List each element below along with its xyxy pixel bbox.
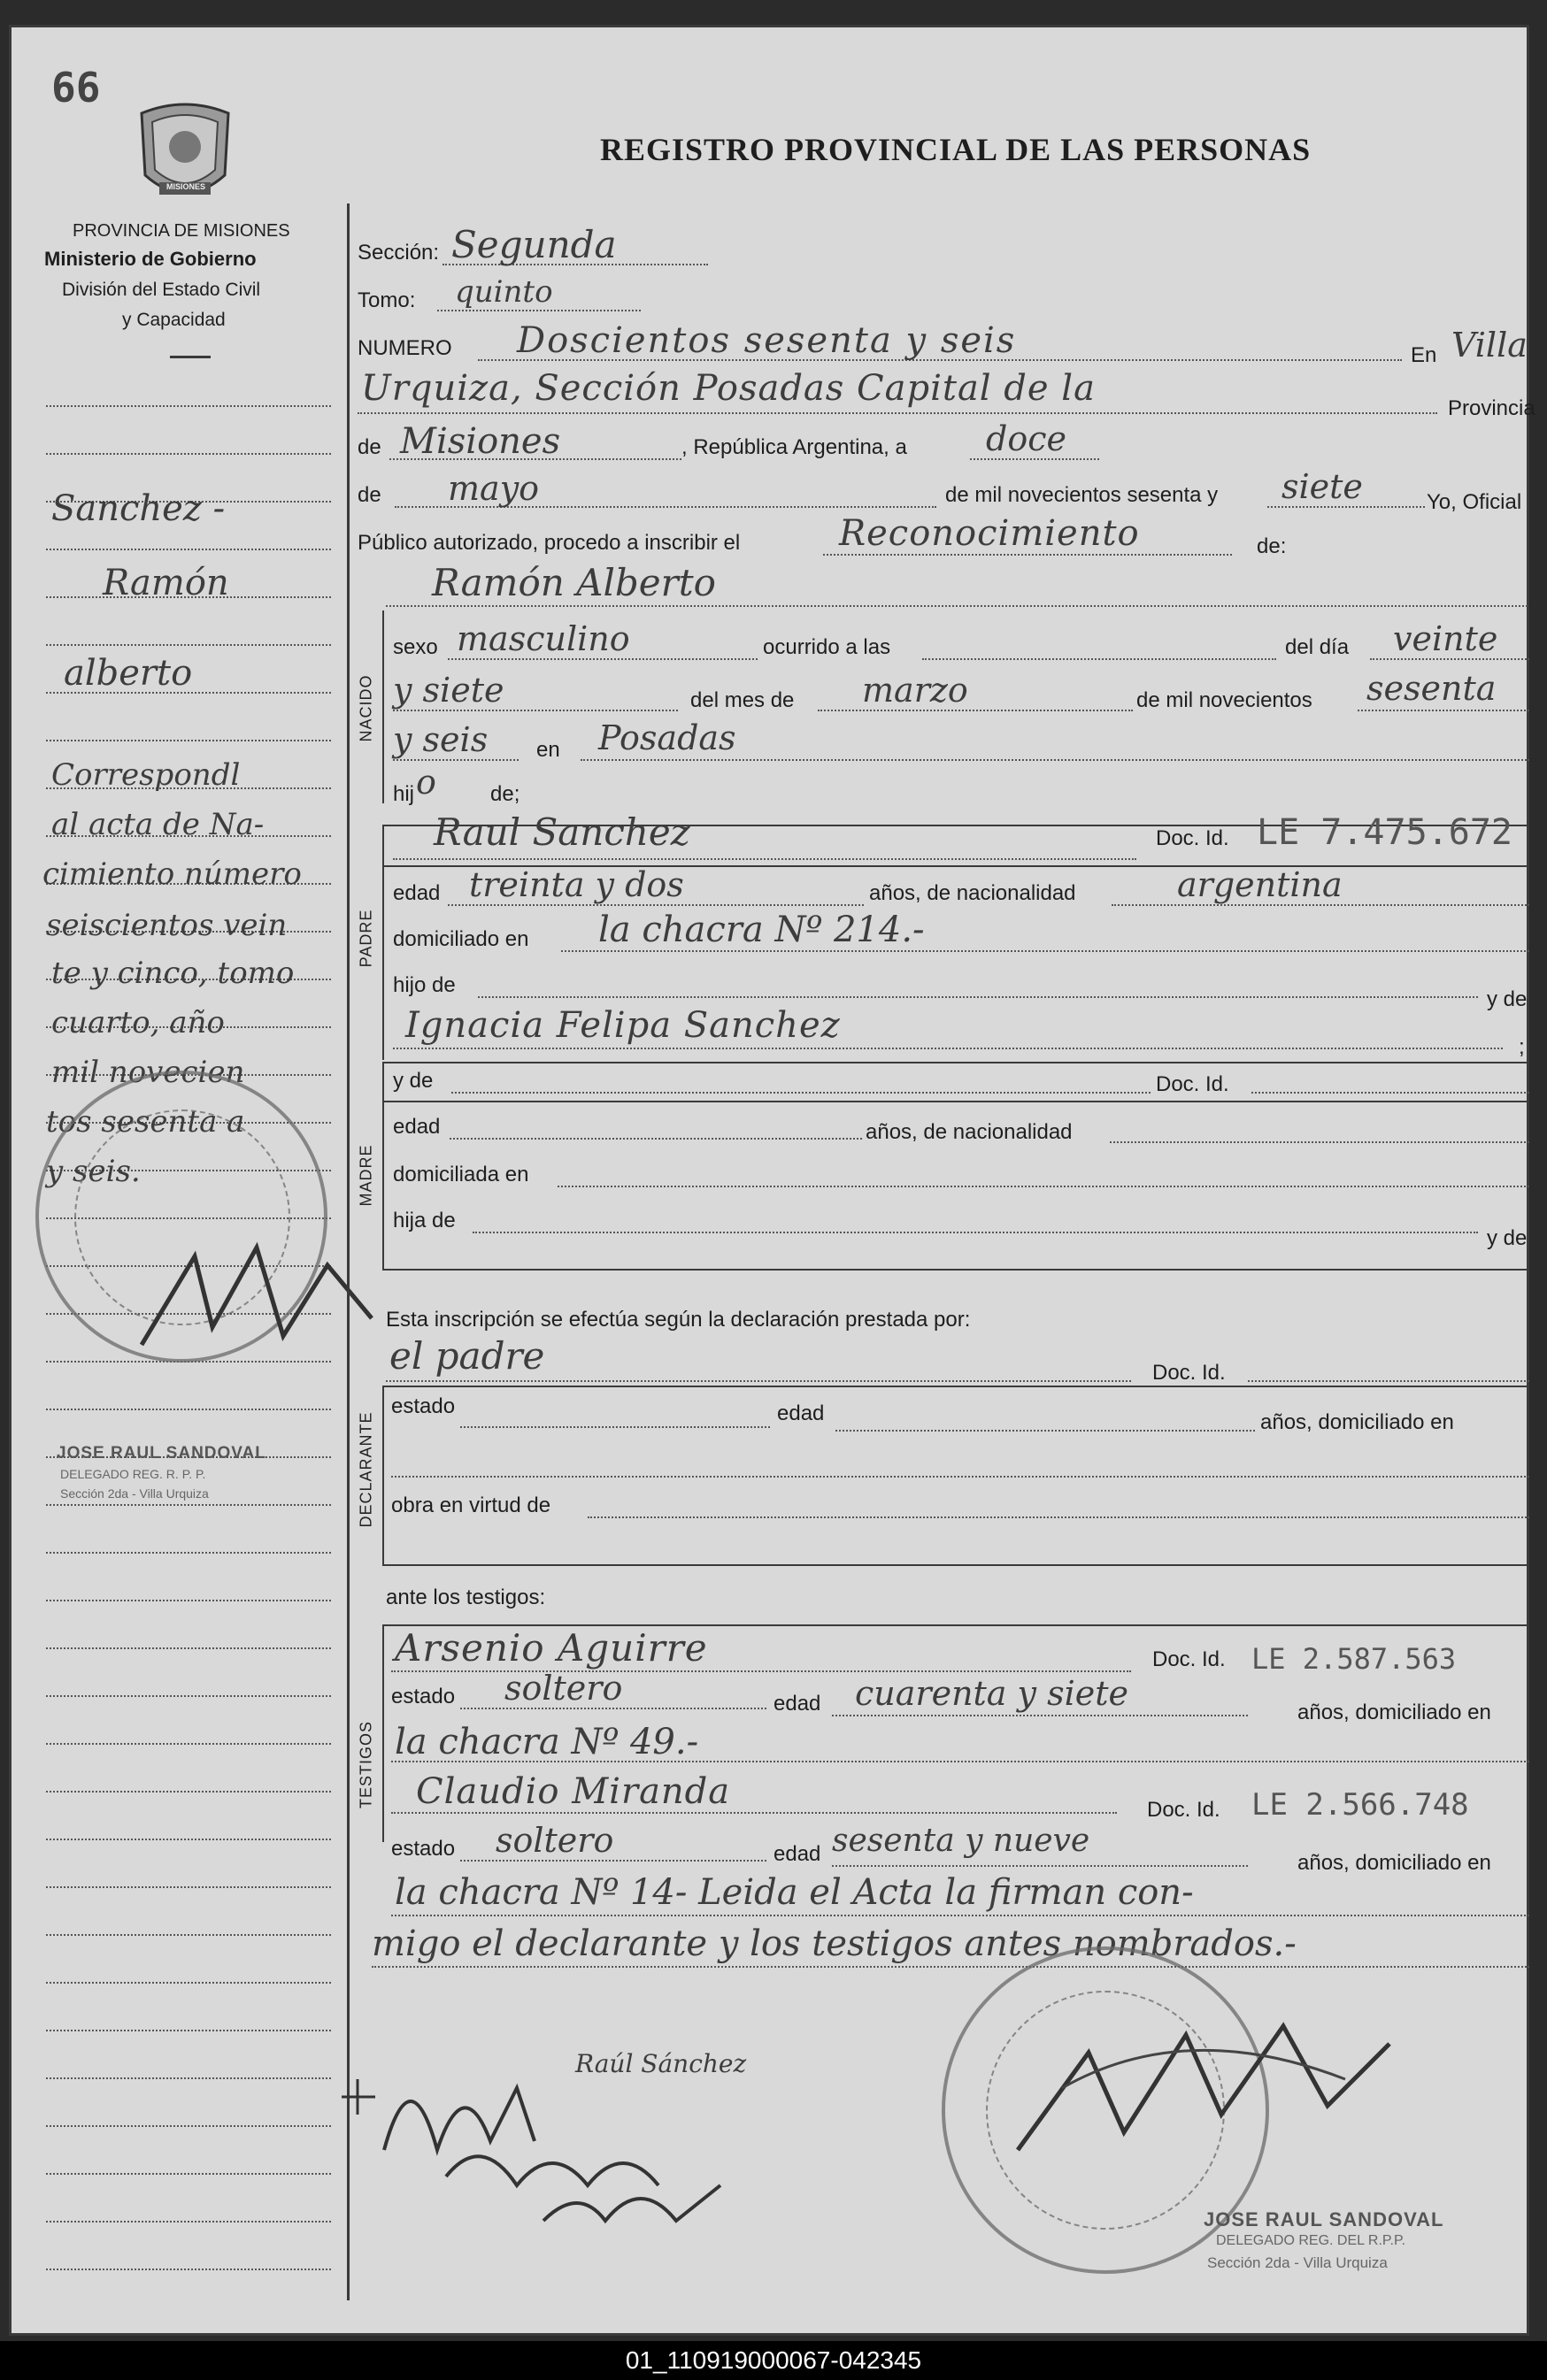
madre-padre-line <box>473 1232 1478 1233</box>
mil-label: de mil novecientos sesenta y <box>945 483 1219 507</box>
testigo1-edad: cuarenta y siete <box>855 1674 1128 1713</box>
testigo1-edad-label: edad <box>774 1692 821 1716</box>
declarante-name-line <box>386 1380 1131 1382</box>
margin-line <box>46 2125 331 2127</box>
padre-doc-label: Doc. Id. <box>1156 826 1229 850</box>
dia-value: doce <box>986 419 1066 458</box>
nacido-mes-value: marzo <box>862 671 968 710</box>
nacido-mil-label: de mil novecientos <box>1136 688 1312 712</box>
obra-label: obra en virtud de <box>391 1493 551 1517</box>
testigo2-dom: la chacra Nº 14- Leida el Acta la firman con- <box>395 1872 1194 1913</box>
testigo2-estado: soltero <box>496 1821 614 1860</box>
margin-line <box>46 405 331 407</box>
declarante-dom-line <box>391 1476 1529 1478</box>
margin-line <box>46 1409 331 1410</box>
margin-line <box>46 1504 331 1506</box>
stamp-place-left: Sección 2da - Villa Urquiza <box>60 1486 209 1501</box>
header-divider <box>170 356 211 358</box>
testigo2-doc-value: LE 2.566.748 <box>1251 1787 1469 1823</box>
madre-name-line <box>451 1092 1151 1094</box>
de-label: de <box>358 435 381 459</box>
numero-value: Doscientos sesenta y seis <box>517 320 1017 361</box>
padre-padre-line <box>478 996 1478 998</box>
margin-note: alberto <box>64 653 193 694</box>
margin-line <box>46 1982 331 1984</box>
testigos-section-label: TESTIGOS <box>357 1721 375 1809</box>
del-dia-label: del día <box>1285 635 1350 659</box>
margin-line <box>46 2269 331 2270</box>
tomo-value: quinto <box>455 274 553 310</box>
declarante-doc-label: Doc. Id. <box>1152 1361 1226 1385</box>
header-division: División del Estado Civil <box>62 280 261 300</box>
padre-semicolon: ; <box>1519 1035 1525 1059</box>
stamp-role-bottom: DELEGADO REG. DEL R.P.P. <box>1216 2233 1406 2248</box>
margin-line <box>46 1839 331 1840</box>
margin-note: cuarto, año <box>51 1005 225 1040</box>
sexo-value: masculino <box>457 619 630 658</box>
madre-edad-line <box>450 1138 862 1140</box>
testigos-intro: ante los testigos: <box>386 1585 546 1609</box>
padre-dom-label: domiciliado en <box>393 927 529 951</box>
section-rule <box>382 1564 1529 1566</box>
lugar-line <box>358 412 1437 414</box>
madre-edad-label: edad <box>393 1115 441 1139</box>
declarante-dom-label: años, domiciliado en <box>1260 1410 1454 1434</box>
coat-of-arms-icon <box>133 96 237 212</box>
declarante-edad-line <box>835 1430 1255 1432</box>
testigo2-name-line <box>391 1812 1117 1814</box>
margin-note: Correspondl <box>51 757 241 793</box>
testigo1-name: Arsenio Aguirre <box>395 1626 708 1670</box>
nacido-lugar-value: Posadas <box>598 718 736 757</box>
stamp-name-bottom: JOSE RAUL SANDOVAL <box>1204 2208 1444 2230</box>
margin-line <box>46 1695 331 1697</box>
padre-nac-label: años, de nacionalidad <box>869 881 1076 905</box>
nacido-dia-value-cont: y siete <box>393 671 504 710</box>
testigo1-estado: soltero <box>504 1669 623 1708</box>
testigo2-name: Claudio Miranda <box>416 1771 731 1812</box>
madre-hija-de-label: hija de <box>393 1209 456 1232</box>
header-capacity: y Capacidad <box>122 310 226 330</box>
yo-label: Yo, Oficial <box>1427 490 1522 514</box>
padre-name-line <box>393 858 1136 860</box>
margin-note: y seis. <box>46 1154 141 1189</box>
page-number: 66 <box>51 64 101 111</box>
testigo2-edad-line <box>832 1865 1248 1867</box>
sexo-label: sexo <box>393 635 438 659</box>
anio-line <box>1267 506 1425 508</box>
testigo2-dom-line <box>391 1915 1529 1916</box>
de-colon-label: de: <box>1257 534 1287 558</box>
margin-line <box>46 1743 331 1745</box>
madre-y-de2-label: y de <box>1487 1226 1528 1250</box>
madre-section-label: MADRE <box>357 1144 375 1207</box>
padre-section-bracket <box>382 825 384 1060</box>
margin-line <box>46 2173 331 2175</box>
nacido-dia-line <box>1370 658 1529 660</box>
page-title: REGISTRO PROVINCIAL DE LAS PERSONAS <box>600 132 1312 167</box>
acto-line <box>823 554 1232 556</box>
padre-section-label: PADRE <box>357 909 375 968</box>
stamp-place-bottom: Sección 2da - Villa Urquiza <box>1207 2254 1388 2271</box>
testigo1-edad-line <box>832 1715 1248 1716</box>
provincia-value: Misiones <box>400 421 561 462</box>
publico-label: Público autorizado, procedo a inscribir el <box>358 531 741 555</box>
testigo2-dom-label: años, domiciliado en <box>1297 1851 1491 1875</box>
closing-line <box>372 1966 1529 1968</box>
tomo-line <box>437 310 641 311</box>
margin-line <box>46 644 331 646</box>
nacido-name: Ramón Alberto <box>432 561 716 604</box>
padre-madre-name: Ignacia Felipa Sanchez <box>405 1005 841 1046</box>
del-mes-label: del mes de <box>690 688 795 712</box>
hora-line <box>922 658 1276 660</box>
header-province: PROVINCIA DE MISIONES <box>73 221 290 241</box>
madre-section-bracket <box>382 1062 384 1271</box>
madre-y-de-label: y de <box>393 1069 434 1093</box>
lugar-value: Urquiza, Sección Posadas Capital de la <box>361 368 1096 409</box>
signature-official <box>1009 1982 1398 2177</box>
padre-hijo-de-label: hijo de <box>393 973 456 997</box>
margin-line <box>46 1791 331 1793</box>
nacido-lugar-line <box>581 759 1529 761</box>
tomo-label: Tomo: <box>358 288 416 312</box>
hijo-de-label: de; <box>490 782 520 806</box>
margin-line <box>46 1552 331 1554</box>
testigo1-dom: la chacra Nº 49.- <box>395 1722 699 1762</box>
testigo1-dom-label: años, domiciliado en <box>1297 1701 1491 1724</box>
nacido-anio-line <box>1358 710 1529 711</box>
padre-dom-value: la chacra Nº 214.- <box>598 910 925 950</box>
nacido-anio-value: sesenta <box>1366 669 1497 708</box>
madre-dom-label: domiciliada en <box>393 1163 529 1186</box>
margin-note: tos sesenta a <box>46 1104 245 1140</box>
seccion-label: Sección: <box>358 241 440 265</box>
testigos-section-bracket <box>382 1624 384 1842</box>
column-divider <box>347 203 350 2300</box>
margin-line <box>46 2030 331 2031</box>
nacido-name-line <box>386 605 1528 607</box>
margin-note: te y cinco, tomo <box>51 956 295 991</box>
padre-name: Raul Sanchez <box>434 810 690 854</box>
nacido-section-bracket <box>382 610 384 803</box>
ocurrido-label: ocurrido a las <box>763 635 891 659</box>
section-rule <box>382 1269 1529 1271</box>
stamp-role-left: DELEGADO REG. R. P. P. <box>60 1467 206 1481</box>
testigo2-edad: sesenta y nueve <box>832 1823 1090 1859</box>
testigo1-name-line <box>391 1670 1131 1672</box>
signature-scribble-left <box>133 1221 381 1371</box>
declarante-edad-label: edad <box>777 1401 825 1425</box>
acto-value: Reconocimiento <box>839 513 1140 554</box>
margin-note: cimiento número <box>42 856 302 892</box>
provincia-label: Provincia <box>1448 396 1535 420</box>
margin-line <box>46 1647 331 1649</box>
padre-edad-label: edad <box>393 881 441 905</box>
declarante-doc-line <box>1248 1380 1529 1382</box>
stamp-name-left: JOSE RAUL SANDOVAL <box>57 1444 266 1463</box>
margin-line <box>46 740 331 741</box>
margin-line <box>46 2221 331 2223</box>
mes-value: mayo <box>448 469 540 508</box>
margin-note: seiscientos vein <box>46 908 288 943</box>
margin-line <box>46 1886 331 1888</box>
seccion-value: Segunda <box>451 223 617 266</box>
hijo-value: o <box>416 763 436 802</box>
testigo2-edad-label: edad <box>774 1842 821 1866</box>
madre-doc-label: Doc. Id. <box>1156 1072 1229 1096</box>
testigo2-estado-label: estado <box>391 1837 456 1861</box>
obra-line <box>588 1516 1529 1518</box>
de2-label: de <box>358 483 381 507</box>
nacido-anio-value-cont: y seis <box>393 720 489 759</box>
madre-nac-label: años, de nacionalidad <box>866 1120 1073 1144</box>
dia-line <box>970 458 1099 460</box>
en-value: Villa <box>1451 326 1528 365</box>
nacido-section-label: NACIDO <box>357 674 375 742</box>
testigo1-doc-label: Doc. Id. <box>1152 1647 1226 1671</box>
padre-edad-line <box>448 904 864 906</box>
declarante-intro: Esta inscripción se efectúa según la declaración prestada por: <box>386 1308 971 1332</box>
padre-nac-value: argentina <box>1177 865 1343 904</box>
nacido-mes-line <box>818 710 1133 711</box>
section-rule <box>382 1062 1529 1063</box>
nacido-dia2-line <box>393 710 678 711</box>
declarante-estado-label: estado <box>391 1394 456 1418</box>
testigo1-estado-label: estado <box>391 1685 456 1708</box>
closing-text: migo el declarante y los testigos antes nombrados.- <box>372 1923 1297 1964</box>
margin-note: Sanchez - <box>51 488 226 529</box>
padre-edad-value: treinta y dos <box>469 865 684 904</box>
nacido-dia-value: veinte <box>1393 619 1498 658</box>
signature-name: Raúl Sánchez <box>575 2049 747 2078</box>
margin-note: Ramón <box>103 563 229 603</box>
madre-doc-line <box>1251 1092 1529 1094</box>
section-rule <box>382 1101 1529 1102</box>
hijo-label: hij <box>393 782 415 806</box>
testigo1-estado-line <box>460 1708 766 1709</box>
padre-madre-line <box>393 1048 1503 1049</box>
testigo2-doc-label: Doc. Id. <box>1147 1798 1220 1822</box>
anio-value: siete <box>1281 467 1363 506</box>
testigo2-estado-line <box>460 1860 766 1862</box>
margin-line <box>46 1600 331 1601</box>
numero-label: NUMERO <box>358 336 452 360</box>
margin-line <box>46 549 331 550</box>
section-rule <box>382 1386 1529 1387</box>
padre-doc-value: LE 7.475.672 <box>1257 812 1512 853</box>
republica-label: , República Argentina, a <box>681 435 907 459</box>
margin-line <box>46 2077 331 2079</box>
testigo1-doc-value: LE 2.587.563 <box>1251 1642 1457 1676</box>
nacido-en-label: en <box>536 738 560 762</box>
margin-note: al acta de Na- <box>51 807 265 842</box>
padre-dom-line <box>561 950 1529 952</box>
madre-nac-line <box>1110 1141 1529 1143</box>
declarante-section-bracket <box>382 1386 384 1564</box>
declarante-name: el padre <box>389 1334 545 1378</box>
nacido-anio2-line <box>393 759 519 761</box>
declarante-section-label: DECLARANTE <box>357 1411 375 1528</box>
margin-line <box>46 1934 331 1936</box>
image-id-footer: 01_110919000067-042345 <box>0 2341 1547 2380</box>
header-ministry: Ministerio de Gobierno <box>44 248 257 270</box>
madre-dom-line <box>558 1186 1529 1187</box>
declarante-estado-line <box>460 1426 770 1428</box>
margin-line <box>46 453 331 455</box>
padre-y-de-label: y de <box>1487 987 1528 1011</box>
sexo-line <box>448 658 758 660</box>
coat-of-arms-text: MISIONES <box>166 182 206 191</box>
padre-nac-line <box>1112 904 1529 906</box>
margin-note: mil novecien <box>51 1055 245 1090</box>
en-label: En <box>1411 343 1437 367</box>
